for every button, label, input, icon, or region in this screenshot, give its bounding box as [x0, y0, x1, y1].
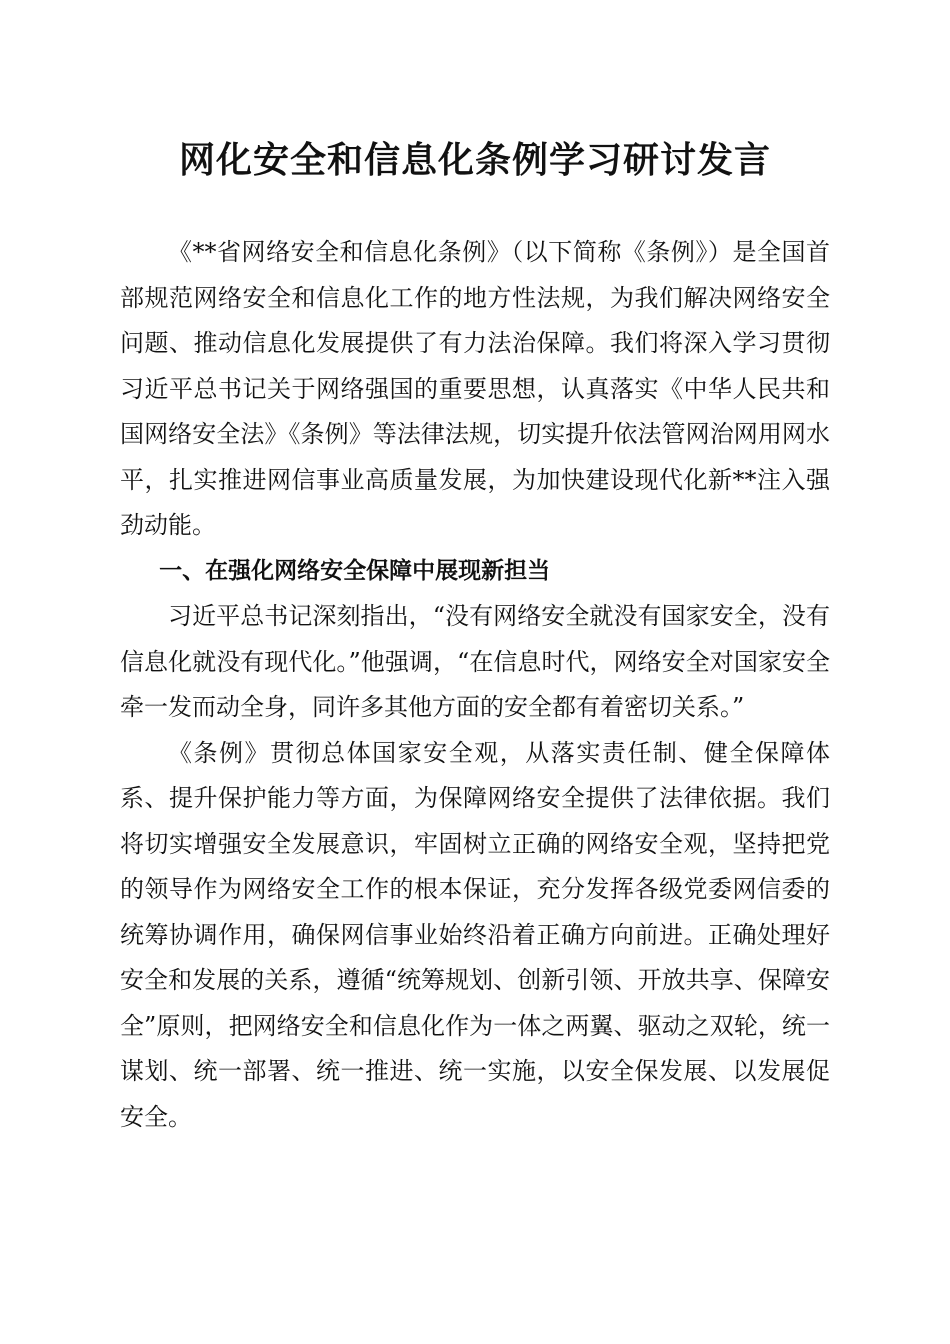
- intro-paragraph: 《**省网络安全和信息化条例》（以下简称《条例》）是全国首部规范网络安全和信息化工作的地方性法规，为我们解决网络安全问题、推动信息化发展提供了有力法治保障。我们将深入学习贯彻习近平总书记关于网络强国的重要思想，认真落实《中华人民共和国网络安全法》《条例》等法律法规，切实提升依法管网治网用网水平，扎实推进网信事业高质量发展，为加快建设现代化新**注入强劲动能。: [120, 238, 830, 539]
- section-1-paragraph-1: 习近平总书记深刻指出，“没有网络安全就没有国家安全，没有信息化就没有现代化。”他强调，“在信息时代，网络安全对国家安全牵一发而动全身，同许多其他方面的安全都有着密切关系。”: [120, 602, 830, 721]
- document-title: 网化安全和信息化条例学习研讨发言: [178, 139, 771, 181]
- section-heading-1: 一、在强化网络安全保障中展现新担当: [159, 557, 551, 584]
- document-body: [120, 230, 830, 1140]
- section-1-paragraph-2: 《条例》贯彻总体国家安全观，从落实责任制、健全保障体系、提升保护能力等方面，为保障网络安全提供了法律依据。我们将切实增强安全发展意识，牢固树立正确的网络安全观，坚持把党的领导作为网络安全工作的根本保证，充分发挥各级党委网信委的统筹协调作用，确保网信事业始终沿着正确方向前进。正确处理好安全和发展的关系，遵循“统筹规划、创新引领、开放共享、保障安全”原则，把网络安全和信息化作为一体之两翼、驱动之双轮，统一谋划、统一部署、统一推进、统一实施，以安全保发展、以发展促安全。: [120, 738, 830, 1131]
